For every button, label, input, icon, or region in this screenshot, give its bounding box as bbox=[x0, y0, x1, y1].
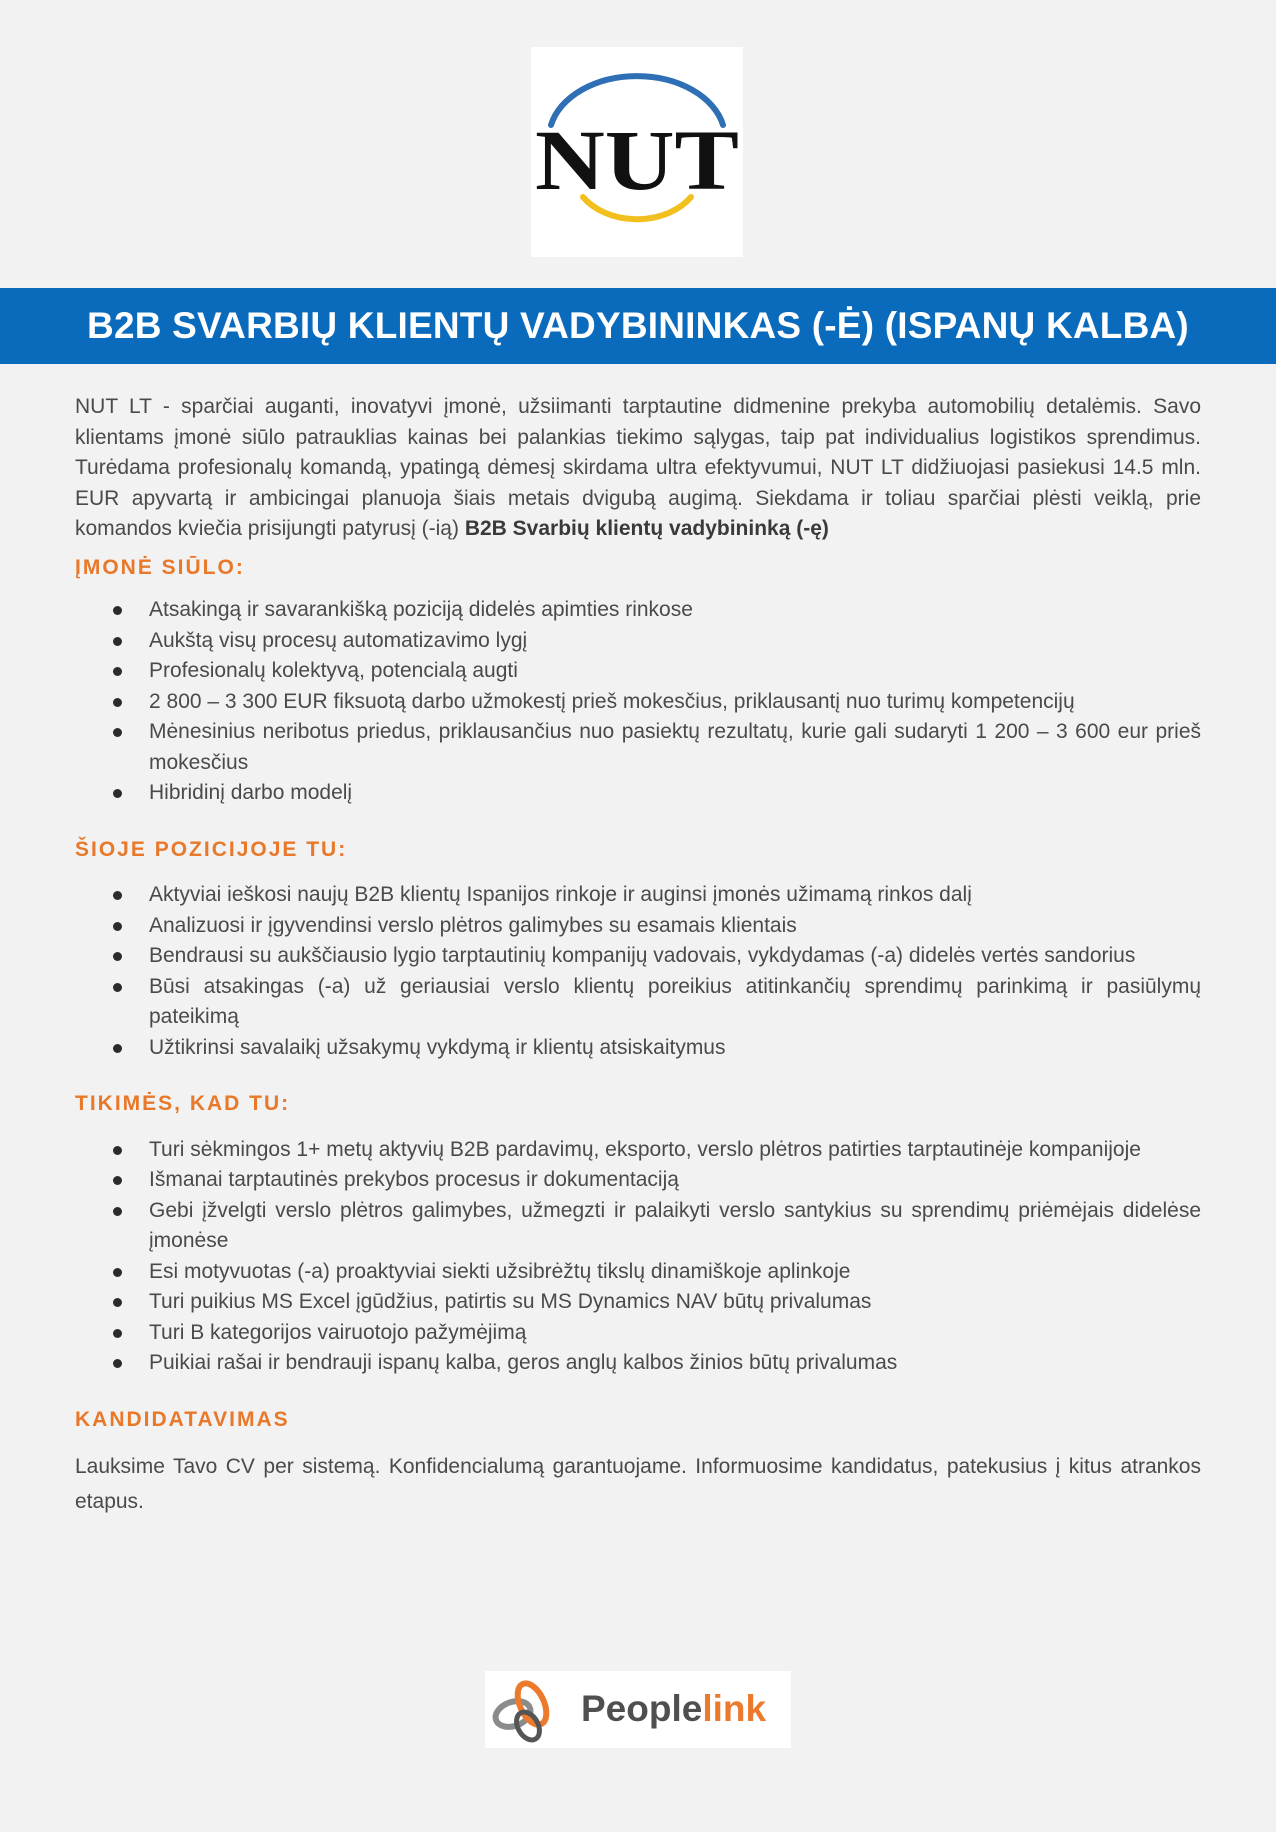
list-item: Aktyviai ieškosi naujų B2B klientų Ispanijos rinkoje ir auginsi įmonės užimamą rinkos dalį bbox=[75, 880, 1201, 911]
list-item: Turi puikius MS Excel įgūdžius, patirtis su MS Dynamics NAV būtų privalumas bbox=[75, 1287, 1201, 1318]
list-item: Analizuosi ir įgyvendinsi verslo plėtros galimybes su esamais klientais bbox=[75, 911, 1201, 942]
list-item: Gebi įžvelgti verslo plėtros galimybes, užmegzti ir palaikyti verslo santykius su sprendimų priėmėjais didelėse įmonėse bbox=[75, 1196, 1201, 1257]
bullet-icon bbox=[113, 1146, 122, 1155]
bullet-icon bbox=[113, 983, 122, 992]
intro-text: NUT LT - sparčiai auganti, inovatyvi įmonė, užsiimanti tarptautine didmenine prekyba automobilių detalėmis. Savo klientams įmonė siūlo patrauklias kainas bei palankias tiekimo sąlygas, taip pat individualius logistikos sprendimus. Turėdama profesionalų komandą, ypatingą dėmesį skirdama ultra efektyvumui, NUT LT didžiuojasi pasiekusi 14.5 mln. EUR apyvartą ir ambicingai planuoja šiais metais dvigubą augimą. Siekdama ir toliau sparčiai plėsti veiklą, prie komandos kviečia prisijungti patyrusį (-ią) bbox=[75, 395, 1201, 540]
bullet-icon bbox=[113, 922, 122, 931]
bullet-icon bbox=[113, 1268, 122, 1277]
bullet-icon bbox=[113, 1044, 122, 1053]
role-heading: ŠIOJE POZICIJOJE TU: bbox=[75, 837, 348, 861]
bullet-icon bbox=[113, 667, 122, 676]
list-item: Profesionalų kolektyvą, potencialą augti bbox=[75, 656, 1201, 687]
logo-dark-ring bbox=[512, 1708, 544, 1744]
intro-position-name: B2B Svarbių klientų vadybininką (-ę) bbox=[464, 517, 829, 540]
nut-logo-text: NUT bbox=[535, 112, 739, 208]
bullet-icon bbox=[113, 728, 122, 737]
bullet-icon bbox=[113, 952, 122, 961]
bullet-icon bbox=[113, 698, 122, 707]
list-item: Puikiai rašai ir bendrauji ispanų kalba, geros anglų kalbos žinios būtų privalumas bbox=[75, 1348, 1201, 1379]
job-title: B2B SVARBIŲ KLIENTŲ VADYBININKAS (-Ė) (ISPANŲ KALBA) bbox=[87, 305, 1189, 346]
peoplelink-logo-text: Peoplelink bbox=[581, 1688, 767, 1729]
bullet-icon bbox=[113, 1329, 122, 1338]
bullet-icon bbox=[113, 891, 122, 900]
bullet-icon bbox=[113, 1359, 122, 1368]
list-item: Būsi atsakingas (-a) už geriausiai verslo klientų poreikius atitinkančių sprendimų parinkimą ir pasiūlymų pateikimą bbox=[75, 972, 1201, 1033]
expect-list bbox=[75, 1135, 1201, 1379]
bullet-icon bbox=[113, 789, 122, 798]
list-item: Išmanai tarptautinės prekybos procesus ir dokumentaciją bbox=[75, 1165, 1201, 1196]
list-item: Turi B kategorijos vairuotojo pažymėjimą bbox=[75, 1318, 1201, 1349]
list-item: Aukštą visų procesų automatizavimo lygį bbox=[75, 626, 1201, 657]
list-item: Hibridinį darbo modelį bbox=[75, 778, 1201, 809]
list-item: Bendrausi su aukščiausio lygio tarptautinių kompanijų vadovais, vykdydamas (-a) didelės vertės sandorius bbox=[75, 941, 1201, 972]
list-item: Mėnesinius neribotus priedus, priklausančius nuo pasiektų rezultatų, kurie gali sudaryti 1 200 – 3 600 eur prieš mokesčius bbox=[75, 717, 1201, 778]
nut-logo-graphic bbox=[531, 47, 743, 257]
list-item: Užtikrinsi savalaikį užsakymų vykdymą ir klientų atsiskaitymus bbox=[75, 1033, 1201, 1064]
bullet-icon bbox=[113, 1298, 122, 1307]
bullet-icon bbox=[113, 606, 122, 615]
expect-heading: TIKIMĖS, KAD TU: bbox=[75, 1092, 291, 1115]
bullet-icon bbox=[113, 1176, 122, 1185]
list-item: Atsakingą ir savarankišką poziciją didelės apimties rinkose bbox=[75, 595, 1201, 626]
bullet-icon bbox=[113, 637, 122, 646]
peoplelink-logo-graphic bbox=[485, 1671, 791, 1748]
offer-heading: ĮMONĖ SIŪLO: bbox=[75, 555, 245, 579]
peoplelink-logo bbox=[485, 1671, 791, 1748]
job-description bbox=[75, 392, 1201, 1519]
apply-text: Lauksime Tavo CV per sistemą. Konfidencialumą garantuojame. Informuosime kandidatus, patekusius į kitus atrankos etapus. bbox=[75, 1455, 1201, 1513]
apply-heading: KANDIDATAVIMAS bbox=[75, 1407, 290, 1431]
list-item: Turi sėkmingos 1+ metų aktyvių B2B pardavimų, eksporto, verslo plėtros patirties tarptautinėje kompanijoje bbox=[75, 1135, 1201, 1166]
offer-list bbox=[75, 595, 1201, 809]
list-item: Esi motyvuotas (-a) proaktyviai siekti užsibrėžtų tikslų dinamiškoje aplinkoje bbox=[75, 1257, 1201, 1288]
title-banner bbox=[0, 288, 1276, 364]
intro-paragraph bbox=[75, 392, 1201, 545]
nut-logo bbox=[531, 47, 743, 257]
list-item: 2 800 – 3 300 EUR fiksuotą darbo užmokestį prieš mokesčius, priklausantį nuo turimų kompetencijų bbox=[75, 687, 1201, 718]
bullet-icon bbox=[113, 1207, 122, 1216]
role-list bbox=[75, 880, 1201, 1063]
